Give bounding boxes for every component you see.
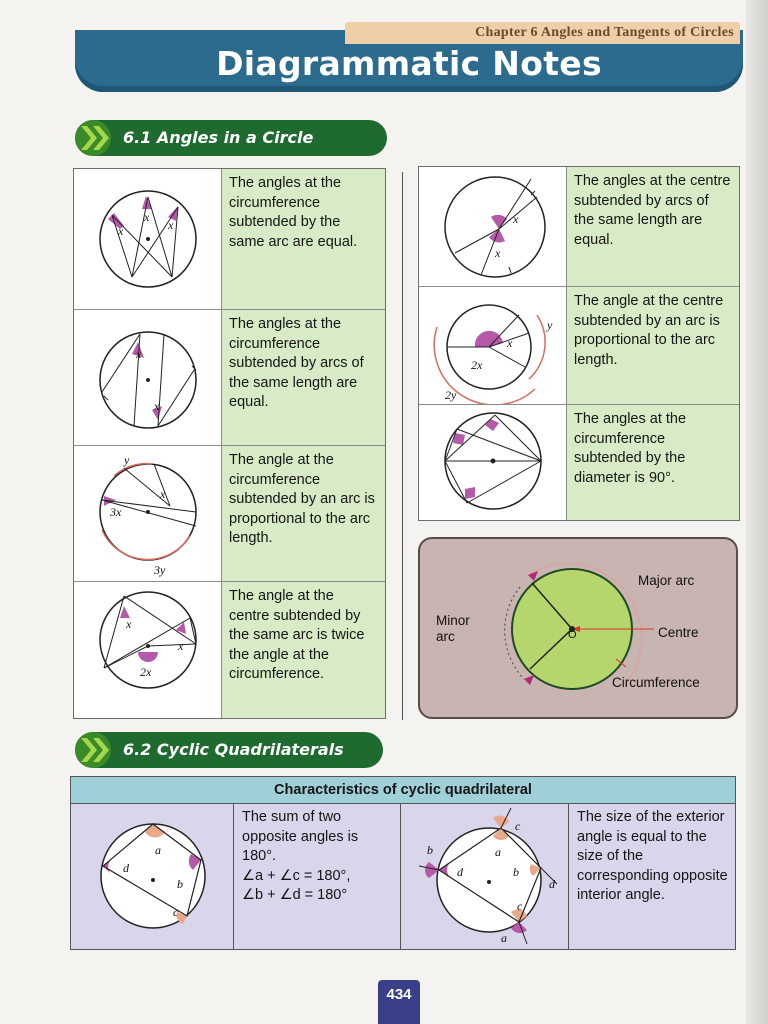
angle-label: 2x	[471, 358, 483, 372]
angle-label: x	[136, 347, 142, 361]
angle-label: x	[178, 639, 184, 653]
chapter-label: Chapter 6 Angles and Tangents of Circles	[345, 22, 740, 44]
section-heading-6-2	[75, 732, 383, 768]
note-text: The angle at the centre subtended by the same arc is twice the angle at the circumference.	[222, 582, 385, 718]
text-line: ∠a + ∠c = 180°,	[242, 867, 351, 884]
section-heading-6-1	[75, 120, 387, 156]
angle-label: b	[177, 877, 183, 891]
diagram-centre-equal-arcs	[419, 167, 567, 286]
chevron-icon	[75, 120, 123, 156]
exterior-angle-text	[569, 804, 735, 949]
diagram-centre-twice	[74, 582, 222, 718]
note-text: The angles at the circumference subtended by the same arc are equal.	[222, 169, 385, 309]
note-text: The angle at the centre subtended by an arc is proportional to the arc length.	[567, 287, 739, 404]
diagram-proportional-arc	[74, 446, 222, 581]
arc-label: y	[124, 453, 130, 467]
angle-label: a	[155, 843, 161, 857]
angle-label: x	[495, 246, 501, 260]
note-row	[419, 167, 739, 287]
angle-label: d	[457, 865, 463, 879]
diagram-equal-angles-same-arc	[74, 169, 222, 309]
text-line: 180°.	[242, 848, 277, 864]
opposite-angles-text	[234, 804, 401, 949]
arc-label: 3y	[154, 563, 166, 577]
arc-label: 2y	[445, 388, 457, 402]
centre-point-label: O	[568, 629, 577, 641]
circle-terms-box	[418, 537, 738, 719]
column-divider	[402, 172, 403, 720]
diagram-opposite-angles	[71, 804, 234, 949]
angle-label: d	[123, 861, 129, 875]
circumference-label: Circumference	[612, 675, 700, 690]
diagram-centre-proportional	[419, 287, 567, 404]
angle-label: b	[427, 843, 433, 857]
section-heading-label: 6.1 Angles in a Circle	[123, 128, 314, 147]
angle-label: x	[513, 212, 519, 226]
angle-label: x	[154, 399, 160, 413]
minor-arc-label: Minor arc	[436, 613, 470, 644]
note-text: The angle at the circumference subtended by an arc is proportional to the arc length.	[222, 446, 385, 581]
cyclic-quad-table	[70, 776, 736, 950]
note-row	[74, 446, 385, 582]
note-text: The angles at the centre subtended by arcs of the same length are equal.	[567, 167, 739, 286]
angle-label: c	[173, 905, 179, 919]
arc-label: y	[547, 318, 553, 332]
angle-label: 2x	[140, 665, 152, 679]
note-row	[74, 310, 385, 446]
table-header: Characteristics of cyclic quadrilateral	[71, 777, 735, 804]
text-line: ∠b + ∠d = 180°	[242, 887, 348, 903]
text-line: opposite angles is	[242, 828, 359, 845]
angle-label: x	[168, 218, 174, 232]
notes-table-right	[418, 166, 740, 521]
diagram-equal-arcs	[74, 310, 222, 445]
text-block: The size of the exterior angle is equal to the size of the corresponding opposite interior angle.	[577, 809, 728, 903]
centre-label: Centre	[658, 625, 699, 640]
text-line: The sum of two	[242, 809, 342, 825]
angle-label: 3x	[110, 505, 122, 519]
angle-label: x	[160, 487, 166, 501]
note-text: The angles at the circumference subtended by the diameter is 90°.	[567, 405, 739, 520]
notes-table-left	[73, 168, 386, 719]
angle-label: x	[126, 617, 132, 631]
diagram-diameter-90	[419, 405, 567, 520]
page-edge-shadow	[746, 0, 768, 1024]
angle-label: c	[517, 899, 523, 913]
page-number: 434	[378, 980, 420, 1024]
angle-label: c	[515, 819, 521, 833]
note-text: The angles at the circumference subtended by arcs of the same length are equal.	[222, 310, 385, 445]
angle-label: x	[144, 210, 150, 224]
angle-label: x	[118, 224, 124, 238]
note-row	[419, 287, 739, 405]
page-title: Diagrammatic Notes	[216, 44, 602, 83]
angle-label: a	[501, 931, 507, 945]
diagram-exterior-angle	[401, 804, 569, 949]
chevron-icon	[75, 732, 123, 768]
note-row	[74, 169, 385, 310]
angle-label: x	[507, 336, 513, 350]
note-row	[419, 405, 739, 520]
angle-label: d	[549, 877, 555, 891]
angle-label: a	[495, 845, 501, 859]
note-row	[74, 582, 385, 718]
major-arc-label: Major arc	[638, 573, 695, 588]
section-heading-label: 6.2 Cyclic Quadrilaterals	[123, 740, 344, 759]
angle-label: b	[513, 865, 519, 879]
